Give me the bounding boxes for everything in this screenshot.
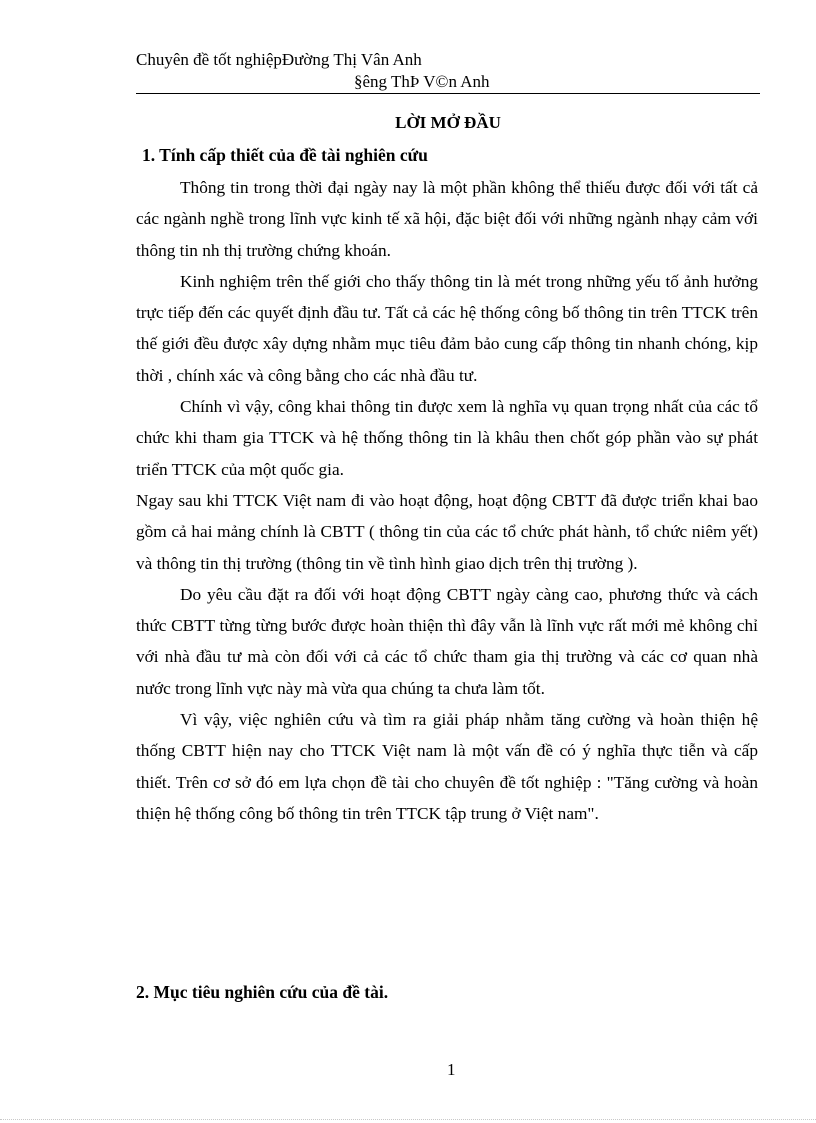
page-bottom-edge (0, 1119, 816, 1120)
page-title: LỜI MỞ ĐẦU (395, 113, 501, 132)
header-divider (136, 93, 760, 94)
page-number: 1 (447, 1060, 456, 1079)
paragraph: Kinh nghiệm trên thế giới cho thấy thông tin là mét trong những yếu tố ảnh hưởng trực tiếp đến các quyết định đầu tư. Tất cả các hệ thống công bố thông tin trên TTCK trên thế giới đều được xây dựng nhằm mục tiêu đảm bảo cung cấp thông tin nhanh chóng, kịp thời , chính xác và công bằng cho các nhà đầu tư. (136, 271, 758, 385)
paragraph: Do yêu cầu đặt ra đối với hoạt động CBTT ngày càng cao, phương thức và cách thức CBTT từng từng bước được hoàn thiện thì đây vẫn là lĩnh vực rất mới mẻ không chỉ với nhà đầu tư mà còn đối với cả các tổ chức tham gia thị trường và các cơ quan nhà nước trong lĩnh vực này mà vừa qua chúng ta chưa làm tốt. (136, 584, 758, 698)
paragraph: Thông tin trong thời đại ngày nay là một phần không thể thiếu được đối với tất cả các ngành nghề trong lĩnh vực kinh tế xã hội, đặc biệt đối với những ngành nhạy cảm với thông tin nh thị trường chứng khoán. (136, 178, 758, 260)
paragraph: Ngay sau khi TTCK Việt nam đi vào hoạt động, hoạt động CBTT đã được triển khai bao gồm cả hai mảng chính là CBTT ( thông tin của các tổ chức phát hành, tổ chức niêm yết) và thông tin thị trường (thông tin về tình hình giao dịch trên thị trường ). (136, 490, 758, 573)
running-header: Chuyên đề tốt nghiệpĐường Thị Vân Anh (136, 50, 422, 69)
section-1-heading: 1. Tính cấp thiết của đề tài nghiên cứu (142, 145, 428, 165)
running-header-garbled: §êng ThÞ V©n Anh (354, 72, 490, 91)
paragraph: Vì vậy, việc nghiên cứu và tìm ra giải pháp nhằm tăng cường và hoàn thiện hệ thống CBTT hiện nay cho TTCK Việt nam là một vấn đề có ý nghĩa thực tiễn và cấp thiết. Trên cơ sở đó em lựa chọn đề tài cho chuyên đề tốt nghiệp : "Tăng cường và hoàn thiện hệ thống công bố thông tin trên TTCK tập trung ở Việt nam". (136, 710, 758, 823)
section-2-heading: 2. Mục tiêu nghiên cứu của đề tài. (136, 982, 389, 1002)
section-1-body (136, 172, 758, 829)
paragraph: Chính vì vậy, công khai thông tin được xem là nghĩa vụ quan trọng nhất của các tổ chức khi tham gia TTCK và hệ thống thông tin là khâu then chốt góp phần vào sự phát triển TTCK của một quốc gia. (136, 397, 758, 479)
